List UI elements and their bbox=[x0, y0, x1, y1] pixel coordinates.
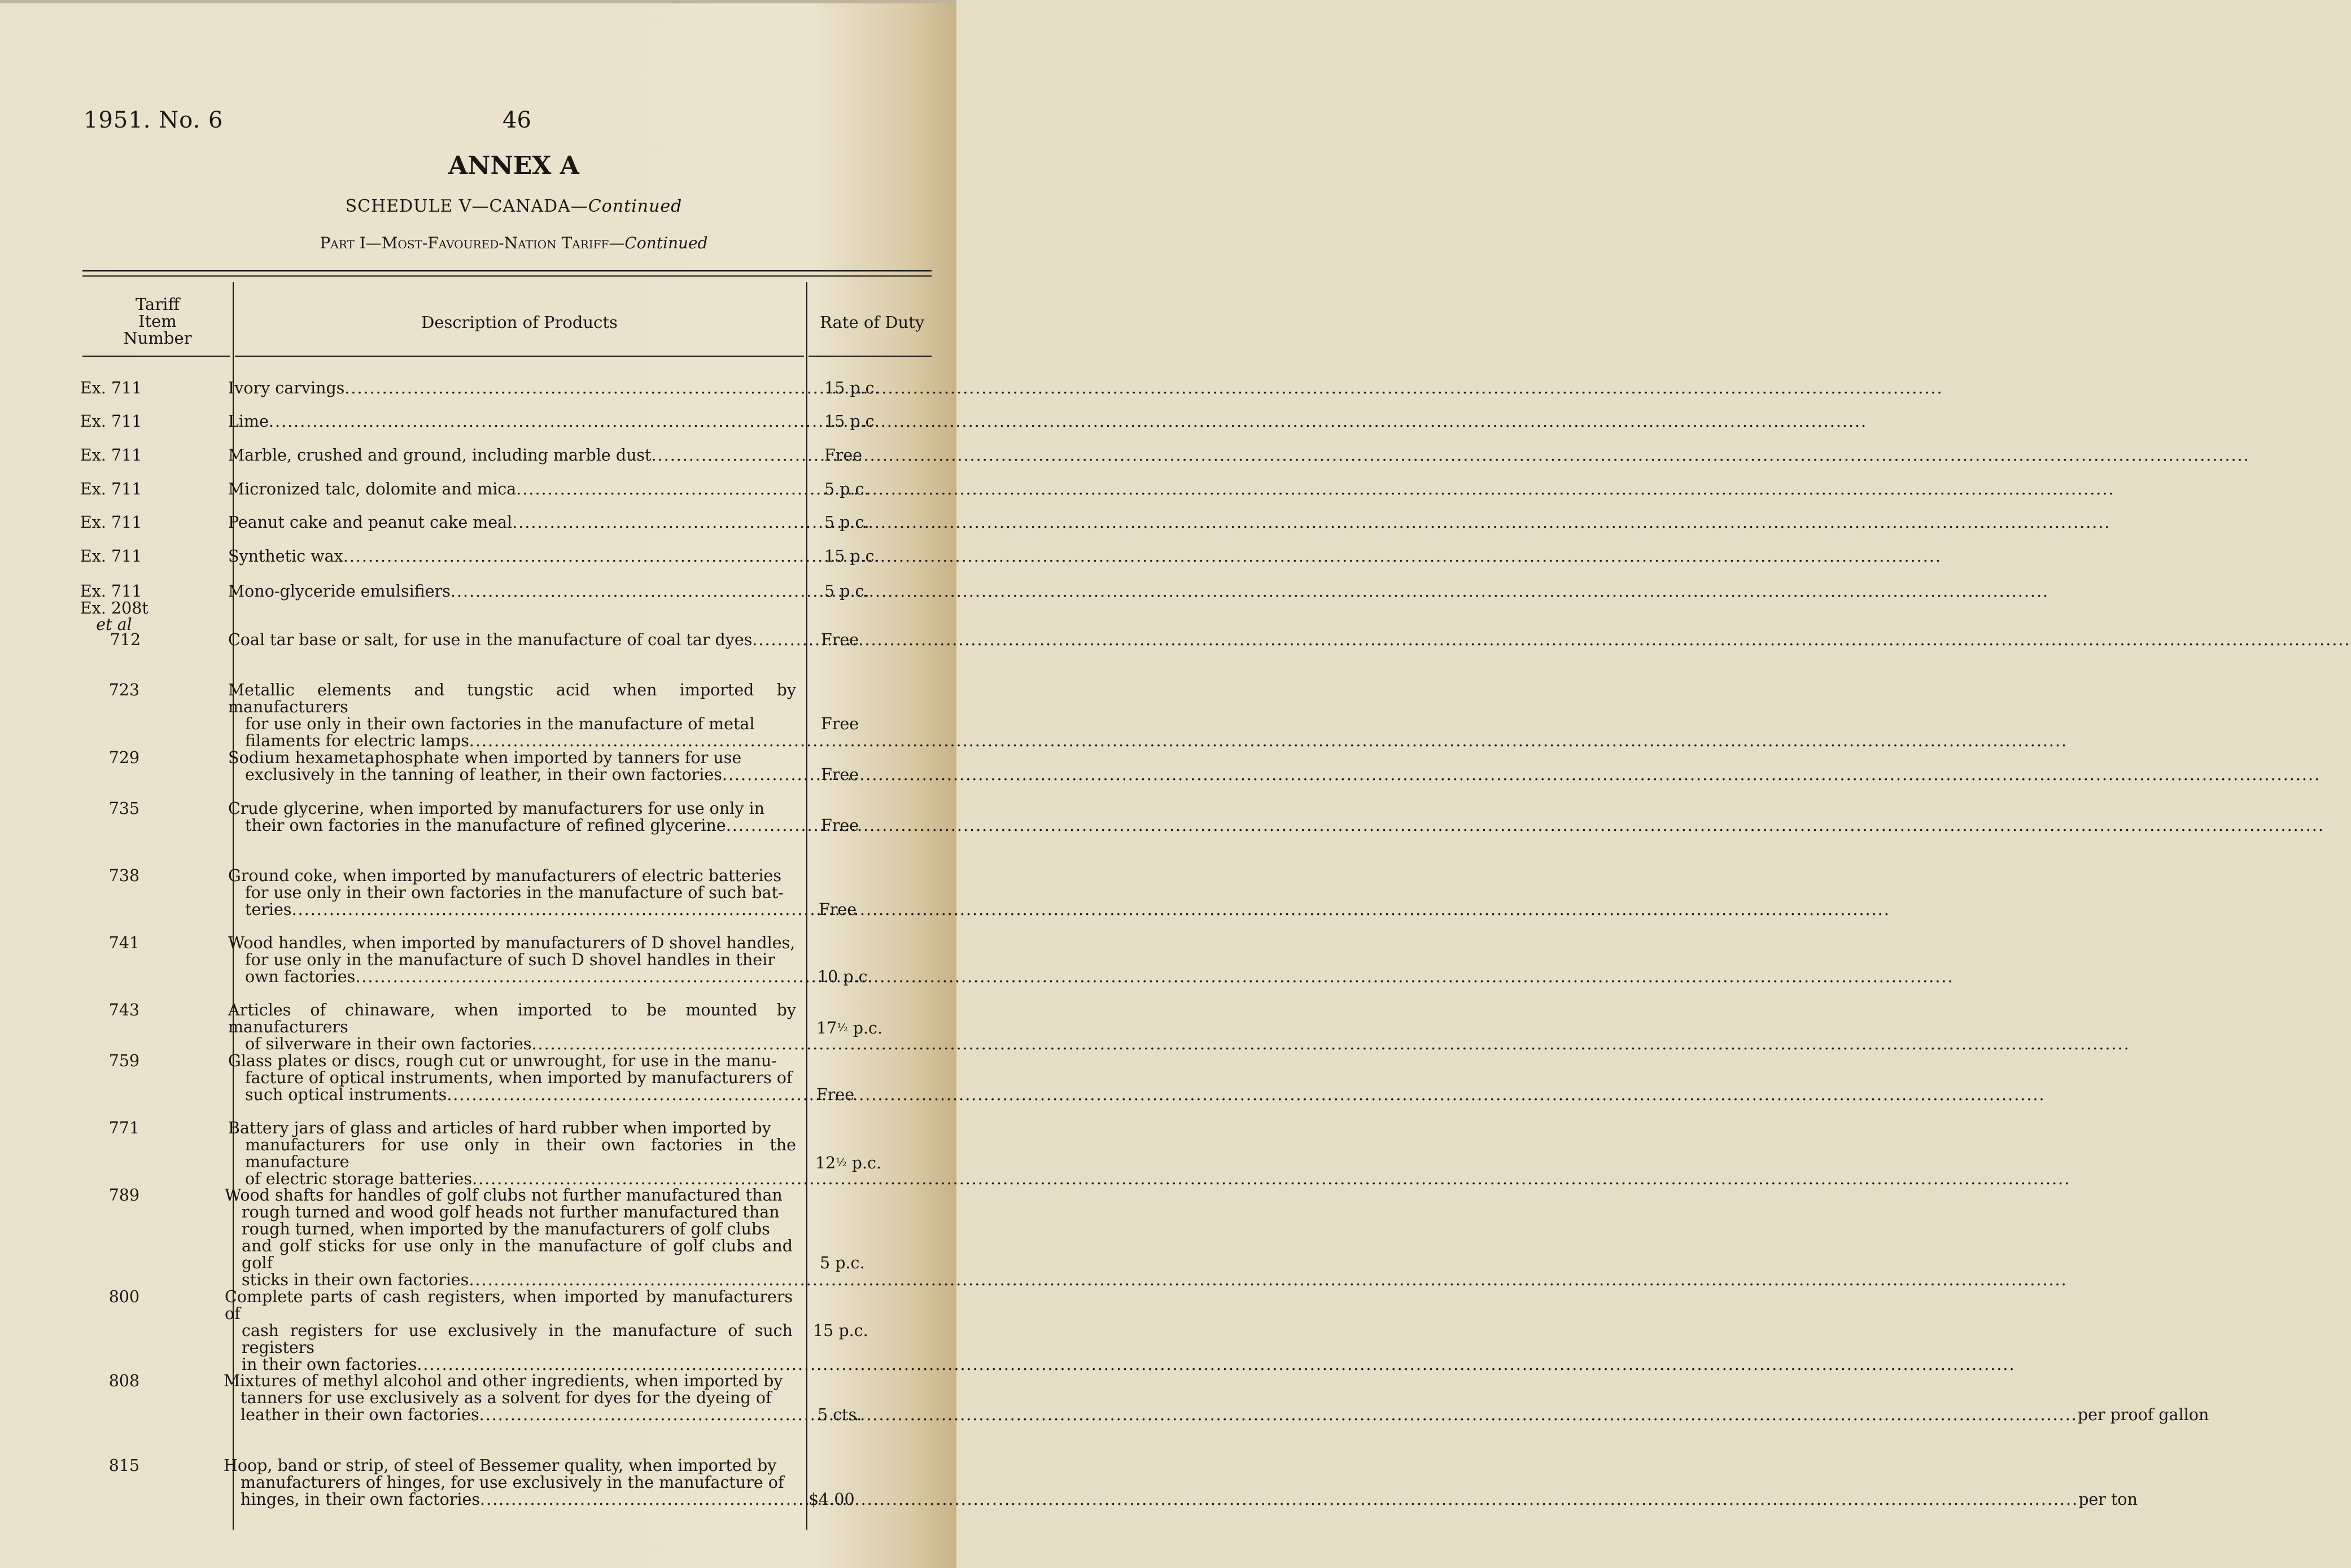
header-bottom-rule-right bbox=[809, 356, 932, 357]
column-header-rate: Rate of Duty bbox=[820, 313, 925, 332]
rate-of-duty: Free bbox=[819, 900, 857, 919]
product-description: Hoop, band or strip, of steel of Bessemer quality, when imported by manufacturers of hinges, for use exclusively in the manufacture of hinges, in their own factories ..... per ton bbox=[224, 1457, 792, 1508]
product-description: Articles of chinaware, when imported to be mounted by manufacturers of silverware in their own factories ..... bbox=[228, 1002, 796, 1053]
part-title: Part I—Most-Favoured-Nation Tariff—Continued bbox=[320, 234, 708, 252]
tariff-number: 729 bbox=[108, 748, 140, 767]
product-description: Ivory carvings ..... bbox=[228, 380, 796, 397]
rate-of-duty: 5 p.c. bbox=[820, 1254, 865, 1272]
header-bottom-rule-mid bbox=[235, 356, 804, 357]
table-top-rule bbox=[82, 270, 932, 271]
header-bottom-rule-left bbox=[82, 356, 230, 357]
rate-of-duty: Free bbox=[821, 765, 859, 784]
page-top-edge bbox=[0, 0, 956, 3]
tariff-number: Ex. 711 bbox=[80, 446, 142, 465]
tariff-number-note: et al bbox=[96, 615, 132, 634]
page-number: 46 bbox=[502, 107, 531, 133]
tariff-number: 735 bbox=[108, 799, 140, 818]
tariff-number: 789 bbox=[108, 1186, 140, 1205]
product-description: Ground coke, when imported by manufacturers of electric batteries for use only in their own factories in the manufacture of such bat- teries ..... bbox=[228, 868, 796, 918]
rate-of-duty: 12½ p.c. bbox=[815, 1154, 882, 1172]
product-description: Mono-glyceride emulsifiers ..... bbox=[228, 583, 796, 600]
rate-of-duty: 15 p.c. bbox=[824, 412, 880, 431]
rate-of-duty: Free bbox=[821, 715, 859, 733]
tariff-number: 741 bbox=[108, 934, 140, 952]
rate-of-duty: Free bbox=[824, 446, 863, 465]
tariff-number: Ex. 711 bbox=[80, 582, 142, 601]
rate-of-duty: 15 p.c. bbox=[813, 1321, 868, 1340]
rate-of-duty: Free bbox=[821, 816, 859, 835]
rate-of-duty: 17½ p.c. bbox=[816, 1019, 883, 1037]
product-description: Synthetic wax ..... bbox=[228, 548, 796, 565]
product-description: Wood shafts for handles of golf clubs not further manufactured than rough turned and wood golf heads not further manufactured than rough turned, when imported by the manufacturers of golf clubs and golf sticks for use only in the manufacture of golf clubs and golf sticks in their own factories ..... bbox=[225, 1187, 793, 1289]
rate-of-duty: Free bbox=[821, 630, 859, 649]
rate-of-duty: 10 p.c. bbox=[818, 967, 873, 986]
column-header-description: Description of Products bbox=[421, 313, 618, 332]
column-header-tariff: Tariff Item Number bbox=[123, 295, 192, 348]
product-description: Crude glycerine, when imported by manufacturers for use only in their own factories in the manufacture of refined glycerine ..... bbox=[228, 800, 796, 834]
product-description: Coal tar base or salt, for use in the manufacture of coal tar dyes ..... bbox=[228, 632, 796, 649]
rate-of-duty: Free bbox=[816, 1085, 855, 1104]
table-top-rule-2 bbox=[82, 275, 932, 277]
tariff-number: 815 bbox=[108, 1456, 140, 1475]
product-description: Lime ..... bbox=[228, 413, 796, 430]
product-description: Complete parts of cash registers, when imported by manufacturers of cash registers for use exclusively in the manufacture of such registers in their own factories ..... bbox=[225, 1289, 793, 1373]
tariff-number: 723 bbox=[108, 681, 140, 699]
rate-of-duty: 5 p.c. bbox=[824, 513, 869, 532]
rate-of-duty: 15 p.c. bbox=[824, 547, 880, 566]
rate-of-duty: 15 p.c. bbox=[824, 379, 880, 397]
product-description: Peanut cake and peanut cake meal ..... bbox=[228, 514, 796, 531]
product-description: Wood handles, when imported by manufacturers of D shovel handles, for use only in the manufacture of such D shovel handles in their own factories ..... bbox=[228, 935, 796, 986]
rate-of-duty: $4.00 bbox=[809, 1490, 855, 1509]
rate-of-duty: 5 p.c. bbox=[824, 582, 869, 601]
product-description: Mixtures of methyl alcohol and other ingredients, when imported by tanners for use exclusively as a solvent for dyes for the dyeing of leather in their own factories ..... per proof gallon bbox=[224, 1373, 792, 1424]
tariff-number: Ex. 711 bbox=[80, 547, 142, 566]
annex-title: ANNEX A bbox=[448, 151, 579, 180]
rate-of-duty: 5 cts. bbox=[818, 1405, 862, 1424]
tariff-number: 771 bbox=[108, 1119, 140, 1137]
year-number: 1951. No. 6 bbox=[84, 107, 224, 133]
tariff-number: 808 bbox=[108, 1372, 140, 1390]
product-description: Glass plates or discs, rough cut or unwrought, for use in the manu- facture of optical instruments, when imported by manufacturers of such optical instruments ..... bbox=[228, 1053, 796, 1103]
tariff-number-main: 712 bbox=[110, 630, 141, 649]
product-description: Metallic elements and tungstic acid when imported by manufacturers for use only in their own factories in the manufacture of metal filaments for electric lamps ..... bbox=[228, 682, 796, 750]
product-description: Micronized talc, dolomite and mica ..... bbox=[228, 481, 796, 498]
tariff-number: Ex. 711 bbox=[80, 513, 142, 532]
product-description: Battery jars of glass and articles of hard rubber when imported by manufacturers for use only in their own factories in the manufacture of electric storage batteries ..... bbox=[228, 1120, 796, 1188]
rate-of-duty: 5 p.c. bbox=[824, 480, 869, 498]
tariff-number: Ex. 711 bbox=[80, 480, 142, 498]
tariff-number: 743 bbox=[108, 1001, 140, 1019]
tariff-number: 759 bbox=[108, 1052, 140, 1070]
tariff-number: Ex. 711 bbox=[80, 379, 142, 397]
tariff-number: 800 bbox=[108, 1287, 140, 1306]
tariff-number: 738 bbox=[108, 866, 140, 885]
tariff-number: Ex. 208t bbox=[80, 599, 148, 617]
schedule-title: SCHEDULE V—CANADA—Continued bbox=[345, 196, 683, 216]
product-description: Sodium hexametaphosphate when imported by tanners for use exclusively in the tanning of leather, in their own factories ..... bbox=[228, 750, 796, 783]
tariff-number: Ex. 711 bbox=[80, 412, 142, 431]
product-description: Marble, crushed and ground, including marble dust ..... bbox=[228, 447, 796, 464]
